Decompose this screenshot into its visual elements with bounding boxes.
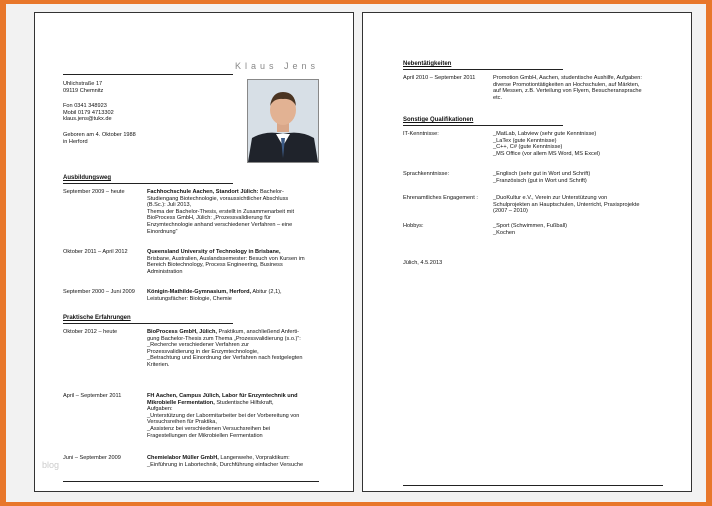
exp-1-line: _Betrachtung und Einordnung der Verfahren nach festgelegten xyxy=(147,355,303,362)
applicant-name: Klaus Jens xyxy=(235,61,320,71)
volunteer-label: Ehrenamtliches Engagement : xyxy=(403,195,478,201)
exp-1-line: gung Bachelor-Thesis zum Thema „Prozessvalidierung (s.o.)“: xyxy=(147,335,301,342)
footer-rule xyxy=(63,481,319,482)
it-item: _LaTex (gute Kenntnisse) xyxy=(493,137,557,144)
hobbies-list xyxy=(493,223,673,236)
exp-1-line: Prozessvalidierung in der Enzymtechnologie, xyxy=(147,348,259,355)
it-item: _MatLab, Labview (sehr gute Kenntnisse) xyxy=(493,131,597,137)
edu-3-title-cont: Abitur (2,1), xyxy=(252,289,282,295)
edu-2-text xyxy=(147,249,327,275)
side-1-line: etc. xyxy=(493,94,503,101)
birth-block xyxy=(63,132,136,145)
exp-2-text xyxy=(147,393,327,439)
edu-1-title: Fachhochschule Aachen, Standort Jülich: xyxy=(147,189,259,195)
edu-2-title: Queensland University of Technology in Brisbane, xyxy=(147,249,281,255)
exp-3-text xyxy=(147,455,327,468)
it-item: _MS Office (vor allem MS Word, MS Excel) xyxy=(493,150,601,157)
it-item: _C++, C# (gute Kenntnisse) xyxy=(493,144,563,151)
section-experience-heading: Praktische Erfahrungen xyxy=(63,315,131,321)
email: klaus.jens@tukx.de xyxy=(63,116,112,123)
edu-3-text xyxy=(147,289,327,302)
edu-1-line: BioProcess GmbH, Jülich: „Prozessvalidierung für xyxy=(147,215,271,222)
volunteer-line: (2007 – 2010) xyxy=(493,208,528,215)
exp-1-title-cont: Praktikum, anschließend Anferti- xyxy=(218,329,300,335)
edu-3-line: Leistungsfächer: Biologie, Chemie xyxy=(147,295,232,302)
edu-1-line: (B.Sc.): Juli 2013, xyxy=(147,202,192,209)
edu-2-line: Administration xyxy=(147,268,183,275)
edu-3-date: September 2000 – Juni 2009 xyxy=(63,289,135,295)
background-frame xyxy=(6,4,706,502)
city: 09119 Chemnitz xyxy=(63,87,104,94)
exp-2-title: FH Aachen, Campus Jülich, Labor für Enzymtechnik und xyxy=(147,393,298,399)
side-1-text xyxy=(493,75,673,101)
edu-2-date: Oktober 2011 – April 2012 xyxy=(63,249,128,255)
exp-1-text xyxy=(147,329,327,369)
side-1-line: auf Messen, z.B. Verteilung von Flyern, Besucheransprache xyxy=(493,88,642,95)
volunteer-line: Schulprojekten an Hauptschulen, Unterricht, Praxisprojekte xyxy=(493,201,640,208)
contact-block xyxy=(63,103,114,123)
exp-3-title-cont: Langenwehe, Vorpraktikum: xyxy=(220,455,290,461)
profile-photo xyxy=(247,79,319,163)
footer-rule xyxy=(403,485,663,486)
exp-2-line: Fragestellungen der Mikrobiellen Fermentation xyxy=(147,432,263,439)
cv-page-2 xyxy=(362,12,692,492)
street: Uhlichstraße 17 xyxy=(63,81,103,87)
volunteer-line: _DuoKultur e.V., Verein zur Unterstützung von xyxy=(493,195,608,201)
edu-1-date: September 2009 – heute xyxy=(63,189,125,195)
edu-1-line: Thema der Bachelor-Thesis, erstellt in Zusammenarbeit mit xyxy=(147,208,295,215)
signature-place-date: Jülich, 4.5.2013 xyxy=(403,260,443,266)
exp-2-title-cont: Mikrobielle Fermentation, xyxy=(147,399,215,406)
it-label: IT-Kenntnisse: xyxy=(403,131,439,137)
section-rule xyxy=(63,183,233,184)
phone: Fon 0341 348923 xyxy=(63,103,107,109)
edu-2-line: Brisbane, Australien, Auslandssemester: Besuch von Kursen im xyxy=(147,255,305,262)
exp-1-date: Oktober 2012 – heute xyxy=(63,329,118,335)
exp-1-line: _Recherche verschiedener Verfahren zur xyxy=(147,342,249,349)
cv-page-1 xyxy=(34,12,354,492)
edu-1-title-cont: Bachelor- xyxy=(259,189,284,195)
volunteer-list xyxy=(493,195,683,215)
section-rule xyxy=(403,69,563,70)
exp-1-title: BioProcess GmbH, Jülich, xyxy=(147,329,217,335)
birth-place: in Herford xyxy=(63,138,88,145)
hobby-item: _Sport (Schwimmen, Fußball) xyxy=(493,223,567,229)
edu-2-line: Bereich Biotechnology, Process Engineering, Business xyxy=(147,262,283,269)
exp-2-date: April – September 2011 xyxy=(63,393,122,399)
exp-2-role: Studentische Hilfskraft, xyxy=(216,399,274,406)
side-1-line: diverse Promotiontätigkeiten an Hochschulen, auf Märkten, xyxy=(493,81,640,88)
edu-3-title: Königin-Mathilde-Gymnasium, Herford, xyxy=(147,289,252,295)
hobbies-label: Hobbys: xyxy=(403,223,424,229)
language-list xyxy=(493,171,673,184)
section-education-heading: Ausbildungsweg xyxy=(63,175,111,181)
mobile: Mobil 0179 4713302 xyxy=(63,109,114,116)
watermark-text: blog xyxy=(42,460,60,470)
it-list xyxy=(493,131,673,157)
exp-2-line: _Unterstützung der Labormitarbeiter bei der Vorbereitung von xyxy=(147,412,300,419)
side-1-line: Promotion GmbH, Aachen, studentische Aushilfe, Aufgaben: xyxy=(493,75,642,81)
edu-1-line: Studiengang Biotechnologie, voraussichtlicher Abschluss xyxy=(147,195,289,202)
exp-3-line: _Einführung in Labortechnik, Durchführung einfacher Versuche xyxy=(147,461,304,468)
section-side-heading: Nebentätigkeiten xyxy=(403,61,452,67)
section-rule xyxy=(63,323,233,324)
edu-1-line: Enzymtechnologie anhand verschiedener Verfahren – eine xyxy=(147,221,293,228)
hobby-item: _Kochen xyxy=(493,229,516,236)
section-rule xyxy=(403,125,563,126)
language-label: Sprachkenntnisse: xyxy=(403,171,450,177)
edu-1-text xyxy=(147,189,327,235)
exp-3-date: Juni – September 2009 xyxy=(63,455,121,461)
section-other-heading: Sonstige Qualifikationen xyxy=(403,117,474,123)
address-block xyxy=(63,81,103,94)
edu-1-line: Einordnung“ xyxy=(147,228,178,235)
language-item: _Französisch (gut in Wort und Schrift) xyxy=(493,177,587,184)
exp-2-line: Versuchsreihen für Praktika, xyxy=(147,419,217,426)
language-item: _Englisch (sehr gut in Wort und Schrift) xyxy=(493,171,591,177)
header-rule xyxy=(63,74,233,75)
exp-3-title: Chemielabor Müller GmbH, xyxy=(147,455,219,461)
exp-2-line: _Assistenz bei verschiedenen Versuchsreihen bei xyxy=(147,425,271,432)
exp-2-line: Aufgaben: xyxy=(147,406,173,413)
side-1-date: April 2010 – September 2011 xyxy=(403,75,476,81)
exp-1-line: Kriterien. xyxy=(147,361,170,368)
birth-date: Geboren am 4. Oktober 1988 xyxy=(63,132,136,138)
